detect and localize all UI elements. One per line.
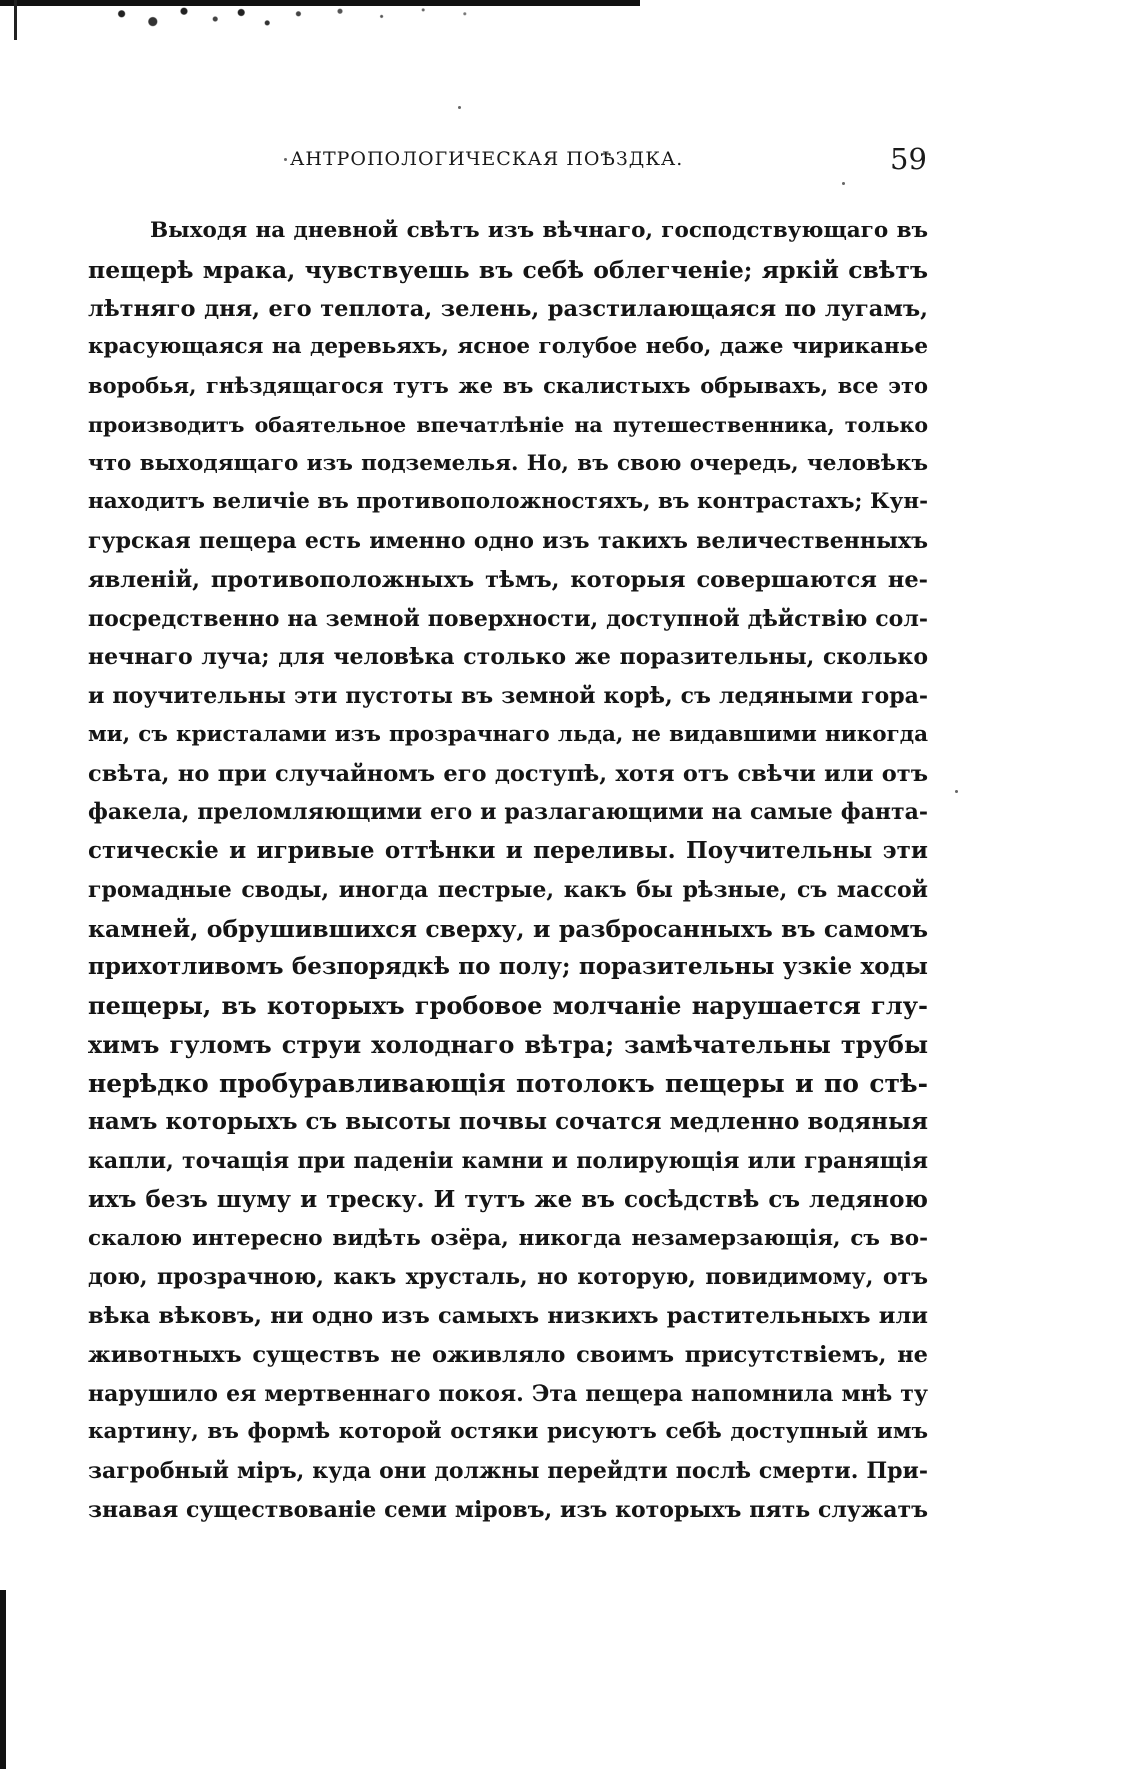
text-line: Выходя на дневной свѣтъ изъ вѣчнаго, господствующаго въ — [150, 218, 928, 243]
text-line: громадные своды, иногда пестрые, какъ бы рѣзные, съ массой — [88, 876, 928, 903]
text-line: красующаяся на деревьяхъ, ясное голубое небо, даже чириканье — [88, 334, 928, 360]
page-number: 59 — [890, 142, 927, 176]
text-line: нечнаго луча; для человѣка столько же поразительны, сколько — [88, 644, 928, 671]
text-line: нерѣдко пробуравливающія потолокъ пещеры и по стѣ- — [88, 1068, 928, 1098]
text-line: знавая существованіе семи міровъ, изъ которыхъ пять служатъ — [88, 1496, 928, 1523]
text-line: картину, въ формѣ которой остяки рисуютъ себѣ доступный имъ — [88, 1419, 928, 1445]
scan-edge-artifact — [0, 1590, 6, 1769]
text-line: капли, точащія при паденіи камни и полирующія или гранящія — [88, 1148, 928, 1174]
text-line: факела, преломляющими его и разлагающими на самые фанта- — [88, 799, 928, 826]
text-line: пещеры, въ которыхъ гробовое молчаніе нарушается глу- — [88, 991, 928, 1020]
scan-speckle-artifact — [80, 6, 600, 32]
body-paragraph — [88, 212, 928, 1530]
scan-speck — [458, 106, 461, 109]
text-line: животныхъ существъ не оживляло своимъ присутствіемъ, не — [88, 1341, 928, 1368]
text-line: вѣка вѣковъ, ни одно изъ самыхъ низкихъ растительныхъ или — [88, 1303, 928, 1329]
text-line: ми, съ кристалами изъ прозрачнаго льда, не видавшими никогда — [88, 721, 928, 747]
text-line: стическіе и игривые оттѣнки и переливы. Поучительны эти — [88, 837, 928, 864]
text-line: дою, прозрачною, какъ хрусталь, но которую, повидимому, отъ — [88, 1264, 928, 1291]
text-line: скалою интересно видѣть озёра, никогда незамерзающія, съ во- — [88, 1225, 928, 1251]
scan-speck — [955, 790, 958, 793]
text-line: свѣта, но при случайномъ его доступѣ, хотя отъ свѣчи или отъ — [88, 760, 928, 787]
text-line: прихотливомъ безпорядкѣ по полу; поразительны узкіе ходы — [88, 953, 928, 981]
running-title: АНТРОПОЛОГИЧЕСКАЯ ПОѢЗДКА. — [290, 148, 684, 170]
text-line: производитъ обаятельное впечатлѣніе на путешественника, только — [88, 412, 928, 437]
text-line: нарушило ея мертвеннаго покоя. Эта пещера напомнила мнѣ ту — [88, 1380, 928, 1407]
text-line: воробья, гнѣздящагося тутъ же въ скалистыхъ обрывахъ, все это — [88, 373, 928, 398]
text-line: химъ гуломъ струи холоднаго вѣтра; замѣчательны трубы — [88, 1029, 928, 1059]
text-line: пещерѣ мрака, чувствуешь въ себѣ облегченіе; яркій свѣтъ — [88, 255, 928, 284]
text-line: и поучительны эти пустоты въ земной корѣ, съ ледяными гора- — [88, 683, 928, 709]
text-line: что выходящаго изъ подземелья. Но, въ свою очередь, человѣкъ — [88, 450, 928, 476]
text-line: посредственно на земной поверхности, доступной дѣйствію сол- — [88, 605, 928, 632]
scan-speck — [842, 182, 845, 185]
scan-edge-artifact — [14, 0, 17, 40]
text-line: ихъ безъ шуму и треску. И тутъ же въ сосѣдствѣ съ ледяною — [88, 1185, 928, 1213]
text-line: намъ которыхъ съ высоты почвы сочатся медленно водяныя — [88, 1108, 928, 1136]
scan-speck — [284, 158, 287, 161]
text-line: загробный міръ, куда они должны перейдти послѣ смерти. При- — [88, 1458, 928, 1484]
text-line: камней, обрушившихся сверху, и разбросанныхъ въ самомъ — [88, 914, 928, 943]
text-line: гурская пещера есть именно одно изъ такихъ величественныхъ — [88, 528, 928, 554]
text-line: находитъ величіе въ противоположностяхъ, въ контрастахъ; Кун- — [88, 489, 928, 515]
text-line: явленій, противоположныхъ тѣмъ, которыя совершаются не- — [88, 566, 928, 593]
text-line: лѣтняго дня, его теплота, зелень, разстилающаяся по лугамъ, — [88, 295, 928, 322]
